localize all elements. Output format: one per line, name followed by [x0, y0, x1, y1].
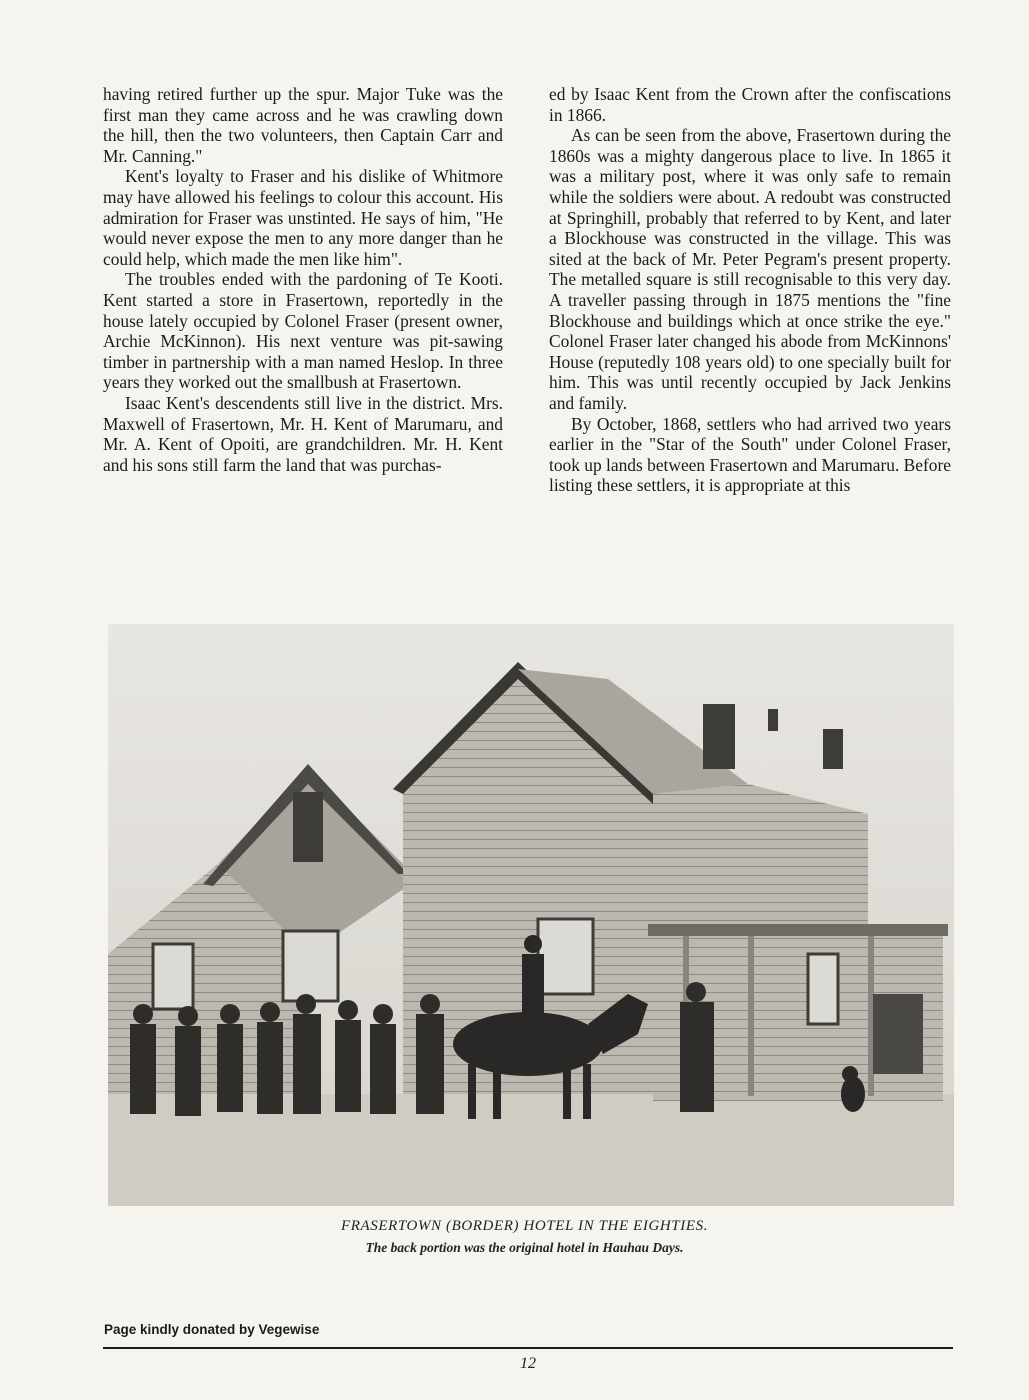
donor-credit: Page kindly donated by Vegewise: [104, 1322, 320, 1337]
right-paragraph-2: As can be seen from the above, Frasertown during the 1860s was a mighty dangerous place to live. In 1865 it was a military post, where it was only safe to remain while the soldiers were about. A redoubt was constructed at Springhill, probably that referred to by Kent, and later a Blockhouse was constructed in the village. This was sited at the back of Mr. Peter Pegram's present property. The metalled square is still recognisable to this very day. A traveller passing through in 1875 mentions the "fine Blockhouse and buildings which at once strike the eye." Colonel Fraser later changed his abode from McKinnons' House (reputedly 108 years old) to one specially built for him. This was until recently occupied by Jack Jenkins and family.: [549, 125, 951, 413]
page-number: 12: [520, 1355, 536, 1372]
hotel-photograph: [108, 624, 954, 1206]
footer-rule: [103, 1347, 953, 1349]
left-paragraph-4: Isaac Kent's descendents still live in the district. Mrs. Maxwell of Frasertown, Mr. H. Kent of Marumaru, and Mr. A. Kent of Opoiti, are grandchildren. Mr. H. Kent and his sons still farm the land that was purchas-: [103, 392, 503, 475]
right-paragraph-3: By October, 1868, settlers who had arrived two years earlier in the "Star of the South" under Colonel Fraser, took up lands between Frasertown and Marumaru. Before listing these settlers, it is appropriate at this: [549, 413, 951, 496]
left-paragraph-1: having retired further up the spur. Major Tuke was the first man they came across and he was crawling down the hill, then the two volunteers, then Captain Carr and Mr. Canning.": [103, 84, 503, 166]
right-column: [549, 84, 951, 496]
right-paragraph-1: ed by Isaac Kent from the Crown after the confiscations in 1866.: [549, 84, 951, 125]
left-paragraph-2: Kent's loyalty to Fraser and his dislike of Whitmore may have allowed his feelings to colour this account. His admiration for Fraser was unstinted. He says of him, "He would never expose the men to any more danger than he could help, which made the men like him".: [103, 166, 503, 269]
photo-caption-subtitle: The back portion was the original hotel in Hauhau Days.: [365, 1240, 684, 1255]
left-paragraph-3: The troubles ended with the pardoning of Te Kooti. Kent started a store in Frasertown, reportedly in the house lately occupied by Colonel Fraser (present owner, Archie McKinnon). His next venture was pit-sawing timber in partnership with a man named Heslop. In three years they worked out the smallbush at Frasertown.: [103, 269, 503, 393]
photo-caption-title: FRASERTOWN (BORDER) HOTEL IN THE EIGHTIES.: [340, 1218, 709, 1234]
left-column: [103, 84, 503, 475]
hotel-photo-illustration: [108, 624, 954, 1206]
